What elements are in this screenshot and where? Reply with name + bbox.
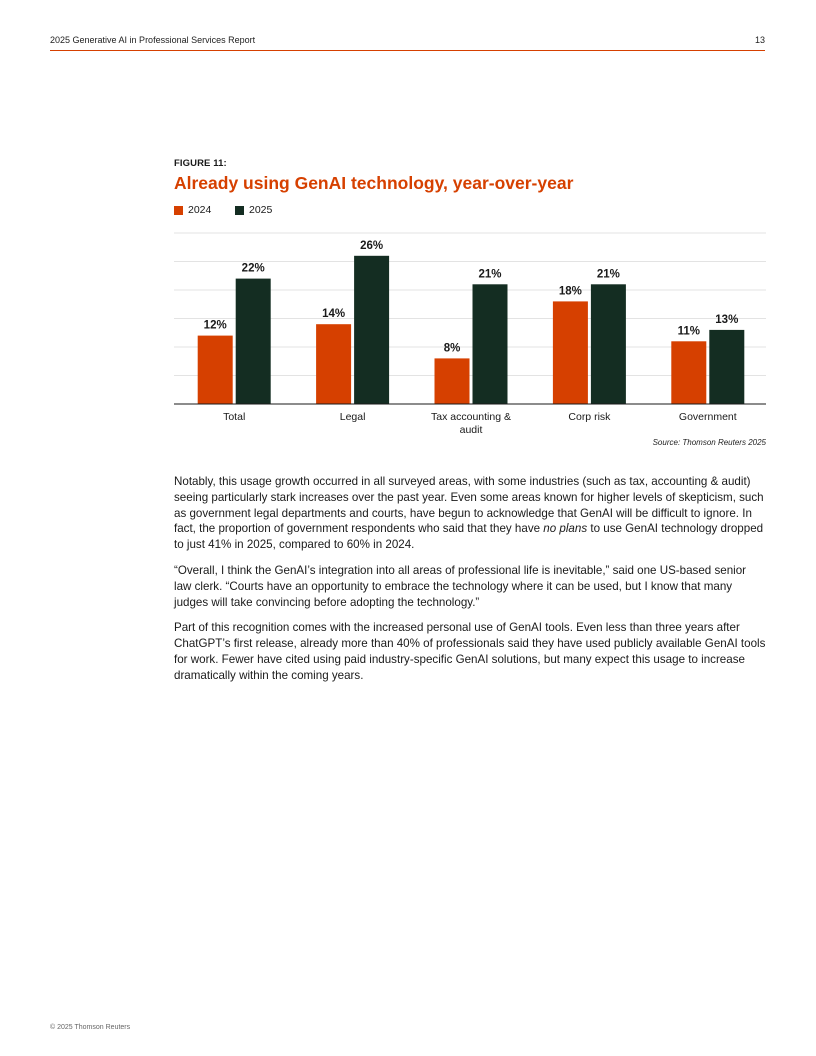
- bar-2024-0: [198, 336, 233, 404]
- legend-label-2024: 2024: [188, 204, 212, 216]
- bar-2024-2: [435, 358, 470, 404]
- footer-copyright: © 2025 Thomson Reuters: [50, 1024, 131, 1031]
- category-label-2: Tax accounting &: [431, 411, 511, 423]
- bar-2025-4: [709, 330, 744, 404]
- bar-2025-1: [354, 256, 389, 404]
- data-label-2024-2: 8%: [443, 342, 461, 355]
- paragraph-1-emphasis: no plans: [543, 522, 588, 536]
- paragraph-3: Part of this recognition comes with the increased personal use of GenAI tools. Even less than three years after ChatGPT’s first release, already more than 40% of professionals said they have used publicly available GenAI tools for work. Fewer have cited using paid industry-specific GenAI solutions, but many expect this usage to increase dramatically within the coming years.: [174, 621, 766, 682]
- category-label-2-line-1: audit: [459, 424, 483, 436]
- chart-source: Source: Thomson Reuters 2025: [652, 438, 766, 447]
- bar-2025-0: [236, 279, 271, 404]
- legend-item-2024: [174, 204, 211, 216]
- data-label-2024-0: 12%: [203, 319, 227, 332]
- data-label-2024-3: 18%: [558, 285, 582, 298]
- bar-2025-3: [591, 284, 626, 404]
- legend-item-2025: [235, 204, 272, 216]
- body-text: [174, 474, 766, 694]
- bar-2024-3: [553, 301, 588, 404]
- category-label-1: Legal: [339, 411, 366, 423]
- paragraph-1-text-a: Notably, this usage growth occurred in all surveyed areas, with some industries (such as tax, accounting & audit) seeing particularly stark increases over the past year. Even some areas known for higher levels of skepticism, such as government legal departments and courts, have begun to acknowledge that GenAI will be difficult to ignore. In fact, the proportion of government respondents who said that they have: [174, 475, 764, 536]
- legend-swatch-2024: [174, 206, 183, 215]
- bar-2024-1: [316, 324, 351, 404]
- figure-11: [174, 158, 766, 447]
- data-label-2025-3: 21%: [596, 268, 620, 281]
- legend-swatch-2025: [235, 206, 244, 215]
- page-header: [50, 33, 765, 51]
- data-label-2025-1: 26%: [360, 239, 384, 252]
- data-label-2025-4: 13%: [715, 313, 739, 326]
- category-label-4: Government: [678, 411, 737, 423]
- bar-2025-2: [473, 284, 508, 404]
- data-label-2024-1: 14%: [322, 308, 346, 321]
- paragraph-1-text-b: to use GenAI technology dropped to just 41% in 2025, compared to 60% in 2024.: [174, 522, 764, 552]
- figure-label: FIGURE 11:: [174, 158, 227, 169]
- report-title: 2025 Generative AI in Professional Services Report: [50, 35, 256, 45]
- chart-legend: [174, 204, 766, 220]
- bar-2024-4: [671, 341, 706, 404]
- data-label-2025-2: 21%: [478, 268, 502, 281]
- bar-chart: [174, 228, 766, 438]
- legend-label-2025: 2025: [249, 204, 273, 216]
- category-label-0: Total: [223, 411, 246, 423]
- category-label-3: Corp risk: [568, 411, 611, 423]
- paragraph-1: [174, 474, 766, 553]
- figure-title: Already using GenAI technology, year-over-year: [174, 173, 574, 193]
- page-number: 13: [754, 35, 765, 45]
- paragraph-2: “Overall, I think the GenAI’s integration into all areas of professional life is inevitable,” said one US-based senior law clerk. “Courts have an opportunity to embrace the technology where it can be used, but I know that many judges will take convincing before adopting the technology.”: [174, 563, 747, 609]
- data-label-2025-0: 22%: [241, 262, 265, 275]
- data-label-2024-4: 11%: [677, 325, 700, 338]
